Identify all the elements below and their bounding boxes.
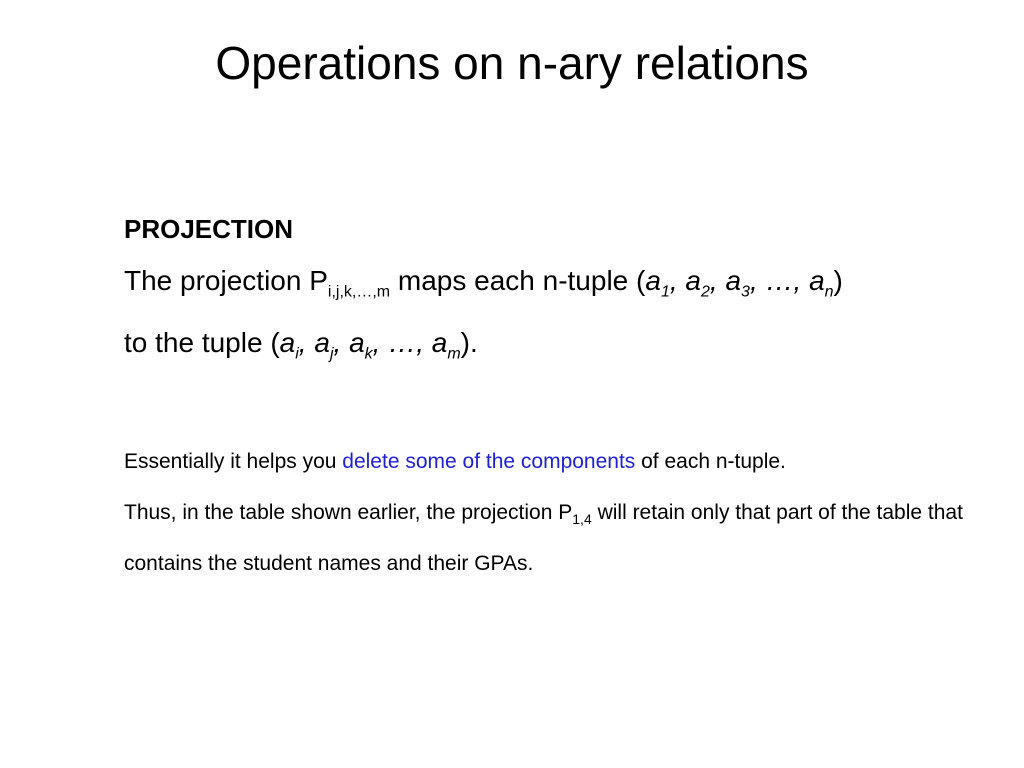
definition-text: maps each n-tuple (	[390, 265, 646, 296]
projection-subscript: i,j,k,…,m	[327, 283, 391, 301]
tuple-element: $a_m$	[431, 327, 461, 363]
tuple-element: $a_1$	[645, 265, 670, 301]
highlighted-phrase: delete some of the components	[342, 450, 636, 473]
explanation-text: will retain only that part of the table that contains the student names and their GPAs.	[124, 501, 963, 575]
section-heading: PROJECTION	[124, 214, 294, 244]
definition-line-2	[124, 312, 984, 374]
definition-text: )	[833, 265, 843, 296]
definition-line-1	[124, 250, 984, 312]
tuple-separator: ,	[709, 265, 726, 296]
explanation-text: Essentially it helps you	[124, 450, 343, 473]
tuple-element: $a_n$	[809, 265, 834, 301]
tuple-element: $a_i$	[279, 327, 299, 363]
tuple-element: $a_2$	[685, 265, 710, 301]
definition-text: ).	[460, 327, 478, 358]
tuple-separator: , …,	[749, 265, 810, 296]
explanation-paragraph	[124, 436, 984, 589]
explanation-text: Thus, in the table shown earlier, the projection P	[124, 501, 573, 524]
explanation-text: of each n-tuple.	[635, 450, 786, 473]
definition-text: The projection P	[124, 265, 328, 296]
tuple-separator: ,	[298, 327, 315, 358]
tuple-element: $a_k$	[349, 327, 373, 363]
tuple-separator: ,	[333, 327, 350, 358]
slide-content	[124, 208, 984, 589]
tuple-element: $a_3$	[725, 265, 750, 301]
tuple-separator: ,	[669, 265, 686, 296]
projection-subscript: 1,4	[572, 511, 592, 528]
definition-text: to the tuple (	[124, 327, 280, 358]
tuple-separator: , …,	[372, 327, 432, 358]
tuple-element: $a_j$	[314, 327, 334, 363]
slide-title: Operations on n-ary relations	[215, 37, 809, 89]
